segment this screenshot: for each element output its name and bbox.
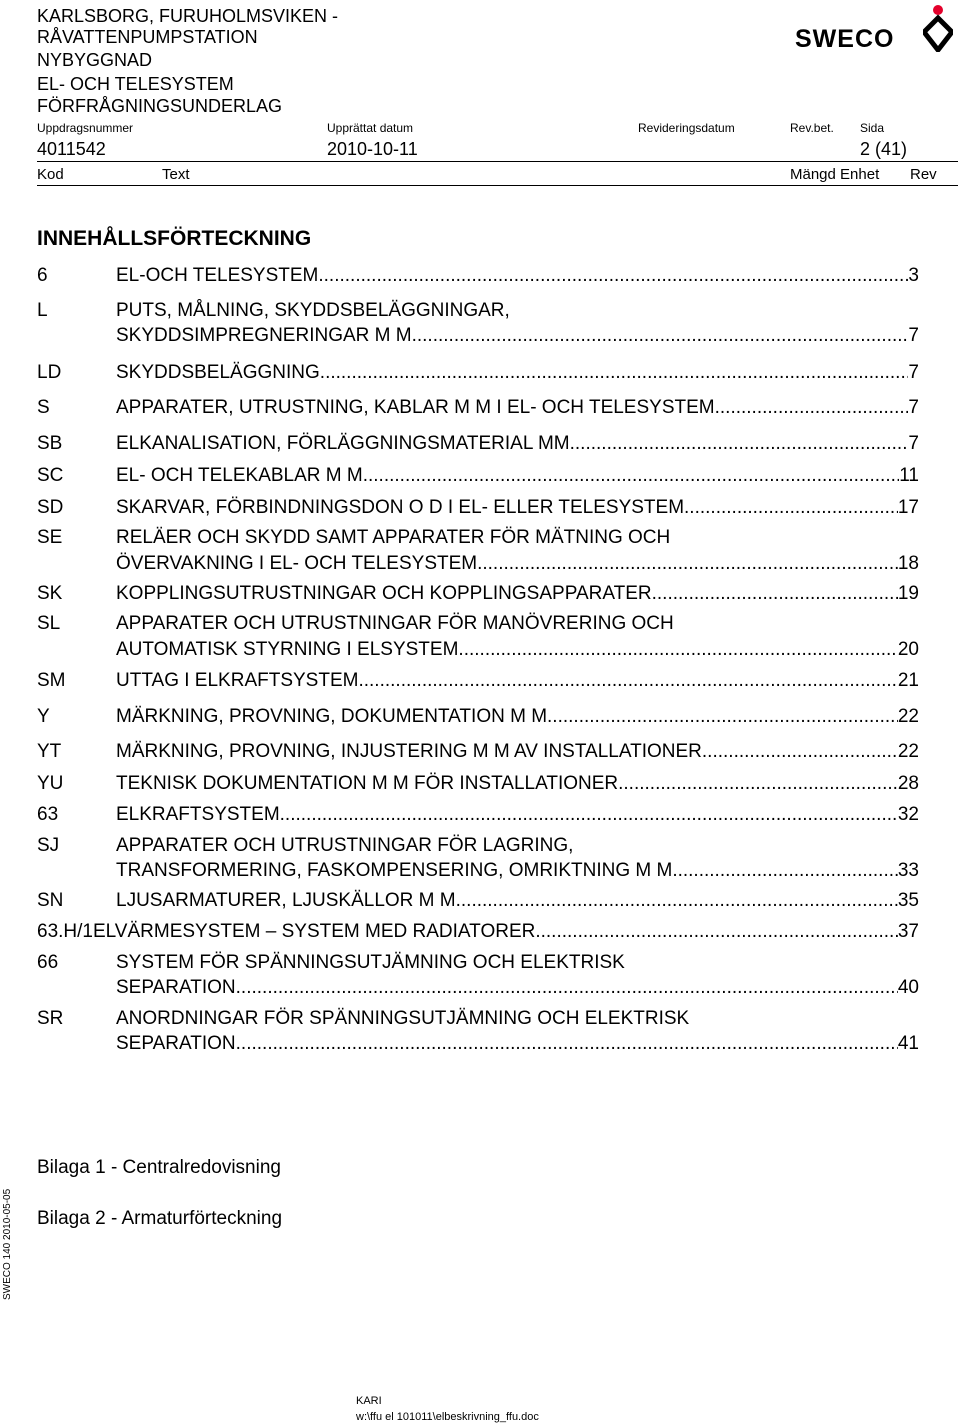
toc-heading: INNEHÅLLSFÖRTECKNING: [37, 227, 312, 250]
toc-entry-title: LJUSARMATURER, LJUSKÄLLOR M M: [116, 890, 456, 911]
toc-entry-line[interactable]: [116, 324, 919, 348]
toc-page-number: 7: [908, 433, 919, 454]
toc-page-number: 7: [908, 362, 919, 383]
toc-code: 6: [37, 265, 48, 286]
toc-leader-dots: [715, 396, 909, 420]
toc-page-number: 37: [897, 921, 919, 942]
toc-entry-title: AUTOMATISK STYRNING I ELSYSTEM: [116, 639, 459, 660]
toc-entry-title: ELKRAFTSYSTEM: [116, 804, 280, 825]
toc-code: L: [37, 300, 48, 321]
toc-page-number: 41: [897, 1033, 919, 1054]
toc-leader-dots: [570, 432, 909, 456]
toc-leader-dots: [672, 859, 898, 883]
appendix-1: Bilaga 1 - Centralredovisning: [37, 1157, 281, 1178]
toc-code: SE: [37, 527, 63, 548]
label-assignment-number: Uppdragsnummer: [37, 121, 134, 135]
toc-leader-dots: [456, 889, 898, 913]
toc-page-number: 22: [897, 706, 919, 727]
toc-entry-line[interactable]: [116, 264, 919, 288]
toc-code: SB: [37, 433, 63, 454]
toc-leader-dots: [417, 324, 909, 348]
toc-code: SD: [37, 497, 64, 518]
page-number: 2 (41): [860, 139, 908, 159]
toc-entry-line[interactable]: [116, 976, 919, 1000]
toc-page-number: 40: [897, 977, 919, 998]
toc-code: SM: [37, 670, 66, 691]
toc-entry-title: MÄRKNING, PROVNING, INJUSTERING M M AV INSTALLATIONER: [116, 741, 702, 762]
toc-page-number: 20: [897, 639, 919, 660]
toc-page-number: 33: [897, 860, 919, 881]
label-page: Sida: [860, 121, 885, 135]
toc-entry-line[interactable]: [116, 705, 919, 729]
label-revision-date: Revideringsdatum: [638, 121, 735, 135]
column-quantity-unit: Mängd Enhet: [790, 166, 880, 183]
toc-entry-title-line: ANORDNINGAR FÖR SPÄNNINGSUTJÄMNING OCH ELEKTRISK: [116, 1008, 690, 1029]
toc-entry-title-line: APPARATER OCH UTRUSTNINGAR FÖR LAGRING,: [116, 835, 574, 856]
sweco-logo-text: SWECO: [795, 25, 895, 53]
toc-leader-dots: [684, 496, 898, 520]
assignment-number: 4011542: [37, 139, 106, 159]
toc-code: Y: [37, 706, 50, 727]
toc-entry-line[interactable]: [116, 772, 919, 796]
toc-page-number: 17: [897, 497, 919, 518]
toc-entry-title: KOPPLINGSUTRUSTNINGAR OCH KOPPLINGSAPPARATER: [116, 583, 652, 604]
toc-page-number: 7: [908, 397, 919, 418]
toc-code: SC: [37, 465, 64, 486]
toc-page-number: 3: [908, 265, 919, 286]
toc-code: SL: [37, 613, 61, 634]
toc-entry-line[interactable]: [116, 361, 919, 385]
toc-entry-line[interactable]: [116, 582, 919, 606]
toc-leader-dots: [280, 803, 898, 827]
appendix-2: Bilaga 2 - Armaturförteckning: [37, 1208, 283, 1229]
toc-code: SK: [37, 583, 63, 604]
toc-entry-title-line: RELÄER OCH SKYDD SAMT APPARATER FÖR MÄTNING OCH: [116, 527, 671, 548]
toc-entry-title: TEKNISK DOKUMENTATION M M FÖR INSTALLATIONER.: [116, 773, 624, 794]
toc-entry-line[interactable]: [116, 803, 919, 827]
toc-page-number: 18: [897, 553, 919, 574]
toc-entry-line[interactable]: [116, 638, 919, 662]
toc-code: YU: [37, 773, 64, 794]
toc-entry-title: SEPARATION: [116, 1033, 236, 1054]
toc-leader-dots: [535, 920, 898, 944]
toc-entry-line[interactable]: [116, 432, 919, 456]
toc-entry-title: TRANSFORMERING, FASKOMPENSERING, OMRIKTNING M M: [116, 860, 673, 881]
toc-leader-dots: [368, 464, 899, 488]
project-title-line-2: RÅVATTENPUMPSTATION: [37, 27, 258, 47]
project-title-line-5: FÖRFRÅGNINGSUNDERLAG: [37, 96, 283, 116]
toc-code: 66: [37, 952, 59, 973]
toc-entry-title: EL- OCH TELEKABLAR M M.: [116, 465, 368, 486]
toc-entry-line[interactable]: [116, 889, 919, 913]
label-revised-by: Rev.bet.: [790, 121, 834, 135]
toc-page-number: 21: [897, 670, 919, 691]
toc-leader-dots: [458, 638, 897, 662]
toc-code: SR: [37, 1008, 64, 1029]
toc-code: LD: [37, 362, 62, 383]
project-title-line-1: KARLSBORG, FURUHOLMSVIKEN -: [37, 6, 339, 26]
toc-page-number: 32: [897, 804, 919, 825]
toc-entry-title: SEPARATION: [116, 977, 236, 998]
header-divider-top: [37, 161, 958, 162]
toc-entry-line[interactable]: [116, 859, 919, 883]
toc-code: SJ: [37, 835, 60, 856]
toc-leader-dots: [477, 552, 898, 576]
toc-entry-title: ÖVERVAKNING I EL- OCH TELESYSTEM: [116, 553, 478, 574]
header-divider-bottom: [37, 185, 958, 186]
toc-code: SN: [37, 890, 64, 911]
sweco-logo: [795, 4, 955, 52]
toc-leader-dots: [702, 740, 898, 764]
label-created-date: Upprättat datum: [327, 121, 414, 135]
toc-page-number: 22: [897, 741, 919, 762]
toc-leader-dots: [547, 705, 898, 729]
toc-leader-dots: [358, 669, 897, 693]
template-stamp: SWECO 140 2010-05-05: [2, 1188, 13, 1300]
footer-file-path: w:\ffu el 101011\elbeskrivning_ffu.doc: [356, 1411, 539, 1423]
toc-page-number: 28: [897, 773, 919, 794]
toc-entry-line[interactable]: [116, 1032, 919, 1056]
toc-leader-dots: [652, 582, 898, 606]
toc-entry-title: EL-OCH TELESYSTEM: [116, 265, 319, 286]
toc-entry-title-line: APPARATER OCH UTRUSTNINGAR FÖR MANÖVRERING OCH: [116, 613, 674, 634]
toc-page-number: 35: [897, 890, 919, 911]
toc-entry-line[interactable]: [116, 669, 919, 693]
project-title-line-4: EL- OCH TELESYSTEM: [37, 74, 234, 94]
created-date: 2010-10-11: [327, 139, 418, 159]
footer-author: KARI: [356, 1395, 382, 1407]
toc-entry-title: UTTAG I ELKRAFTSYSTEM: [116, 670, 359, 691]
toc-page-number: 11: [899, 465, 919, 486]
toc-entry-title: APPARATER, UTRUSTNING, KABLAR M M I EL- OCH TELESYSTEM: [116, 397, 715, 418]
toc-code: YT: [37, 741, 62, 762]
toc-entry-title-line: SYSTEM FÖR SPÄNNINGSUTJÄMNING OCH ELEKTRISK: [116, 952, 625, 973]
column-text: Text: [162, 166, 190, 183]
toc-entry-title: ELKANALISATION, FÖRLÄGGNINGSMATERIAL MM: [116, 433, 570, 454]
toc-leader-dots: [318, 264, 908, 288]
toc-entry-title: SKYDDSBELÄGGNING.: [116, 362, 326, 383]
toc-entry-line[interactable]: [116, 740, 919, 764]
toc-entry-title: SKARVAR, FÖRBINDNINGSDON O D I EL- ELLER TELESYSTEM: [116, 497, 685, 518]
toc-entry-line[interactable]: [116, 464, 919, 488]
project-title-line-3: NYBYGGNAD: [37, 50, 153, 70]
toc-entry-title: 63.H/1ELVÄRMESYSTEM – SYSTEM MED RADIATORER: [37, 921, 536, 942]
toc-leader-dots: [325, 361, 908, 385]
toc-leader-dots: [623, 772, 897, 796]
toc-entry-title: SKYDDSIMPREGNERINGAR M M.: [116, 325, 417, 346]
toc-entry-line[interactable]: [116, 552, 919, 576]
toc-page-number: 7: [908, 325, 919, 346]
toc-entry-line[interactable]: [116, 496, 919, 520]
column-code: Kod: [37, 166, 64, 183]
toc-code: S: [37, 397, 50, 418]
toc-leader-dots: [236, 976, 898, 1000]
toc-entry-line[interactable]: [37, 920, 919, 944]
toc-entry-title: MÄRKNING, PROVNING, DOKUMENTATION M M: [116, 706, 548, 727]
toc-entry-line[interactable]: [116, 396, 919, 420]
column-rev: Rev: [910, 166, 937, 183]
sweco-person-icon: [923, 4, 953, 52]
toc-leader-dots: [236, 1032, 898, 1056]
toc-code: 63: [37, 804, 59, 825]
toc-page-number: 19: [897, 583, 919, 604]
toc-entry-title-line: PUTS, MÅLNING, SKYDDSBELÄGGNINGAR,: [116, 300, 510, 321]
